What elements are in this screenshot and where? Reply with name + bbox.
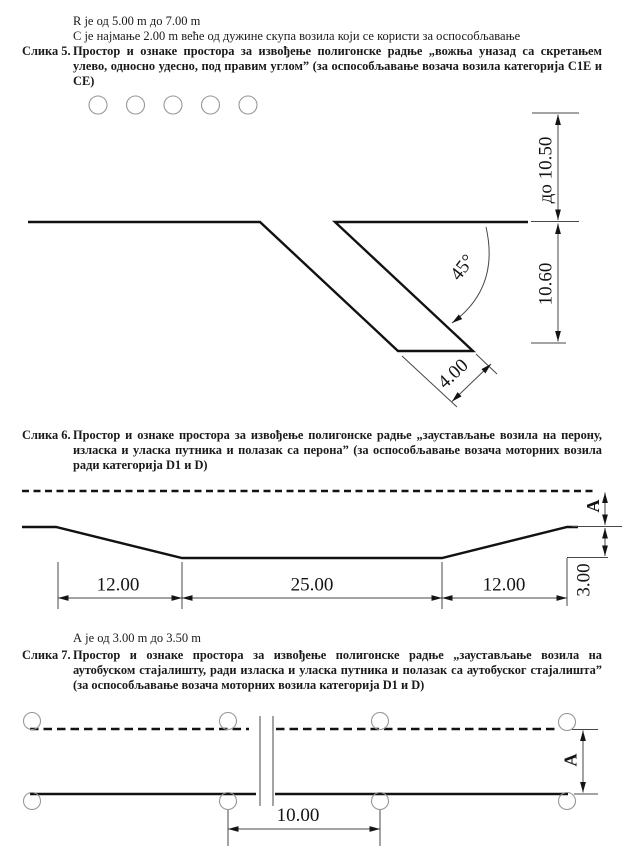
cone-marker xyxy=(202,96,220,114)
cone-marker xyxy=(127,96,145,114)
dim-label-platform: 25.00 xyxy=(290,574,334,596)
dim-label-stop-length: 10.00 xyxy=(276,805,320,826)
dim-label-offset: до 10.50 xyxy=(535,136,557,204)
figure7-caption: Простор и ознаке простора за извођење полигонске радње „заустављање возила на аутобуском стајалишту, ради изласка и уласка путника и полазак са аутобуског стајалишта” (за оспособљавање возача моторних возила категорија D1 и D) xyxy=(73,648,602,692)
figure7-label: Слика 7. xyxy=(22,648,71,662)
figure5-diagram xyxy=(0,88,624,410)
figure5-label: Слика 5. xyxy=(22,44,71,58)
cone-marker xyxy=(24,713,41,730)
dim-label-depth: 10.60 xyxy=(535,262,557,306)
note-r: R је од 5.00 m до 7.00 m xyxy=(73,14,201,28)
dim-label-bay-depth: 3.00 xyxy=(573,563,595,597)
figure5-caption-row xyxy=(22,44,602,89)
platform-bay-outline xyxy=(22,527,578,558)
dim-label-angle: 45° xyxy=(446,250,480,285)
figure7-diagram xyxy=(0,700,624,862)
cone-marker xyxy=(89,96,107,114)
cone-marker xyxy=(559,714,576,731)
cone-marker xyxy=(164,96,182,114)
figure5-dimensions xyxy=(402,113,579,407)
dim-label-lane-a: А xyxy=(583,499,603,513)
cone-markers-row xyxy=(89,96,257,114)
figure6-caption: Простор и ознаке простора за извођење полигонске радње „заустављање возила на перону, изласка и уласка путника и полазак са перона” (за оспособљавање возача моторних возила ради категорија D1 и D) xyxy=(73,428,602,472)
figure6-dimensions xyxy=(58,493,622,610)
figure7-caption-row xyxy=(22,648,602,693)
figure6-diagram xyxy=(0,480,624,615)
reverse-lane-boundary xyxy=(28,222,528,351)
note-c: C је најмање 2.00 m веће од дужине скупа возила који се користи за оспособљавање xyxy=(73,29,521,43)
figure6-label: Слика 6. xyxy=(22,428,71,442)
figure7-dimensions xyxy=(228,730,598,847)
note-a: А је од 3.00 m до 3.50 m xyxy=(73,631,201,645)
cone-marker xyxy=(372,713,389,730)
dim-label-lane-width: 4.00 xyxy=(433,354,473,393)
cone-marker xyxy=(220,713,237,730)
dim-label-lane-a: А xyxy=(560,753,581,767)
figure5-caption: Простор и ознаке простора за извођење полигонске радње „вожња уназад са скретањем улево, односно удесно, под правим углом” (за оспособљавање возача возила категорија C1E и CE) xyxy=(73,44,602,88)
cone-marker xyxy=(239,96,257,114)
dim-label-taper-in: 12.00 xyxy=(96,574,140,596)
dim-label-taper-out: 12.00 xyxy=(482,574,526,596)
figure6-caption-row xyxy=(22,428,602,473)
